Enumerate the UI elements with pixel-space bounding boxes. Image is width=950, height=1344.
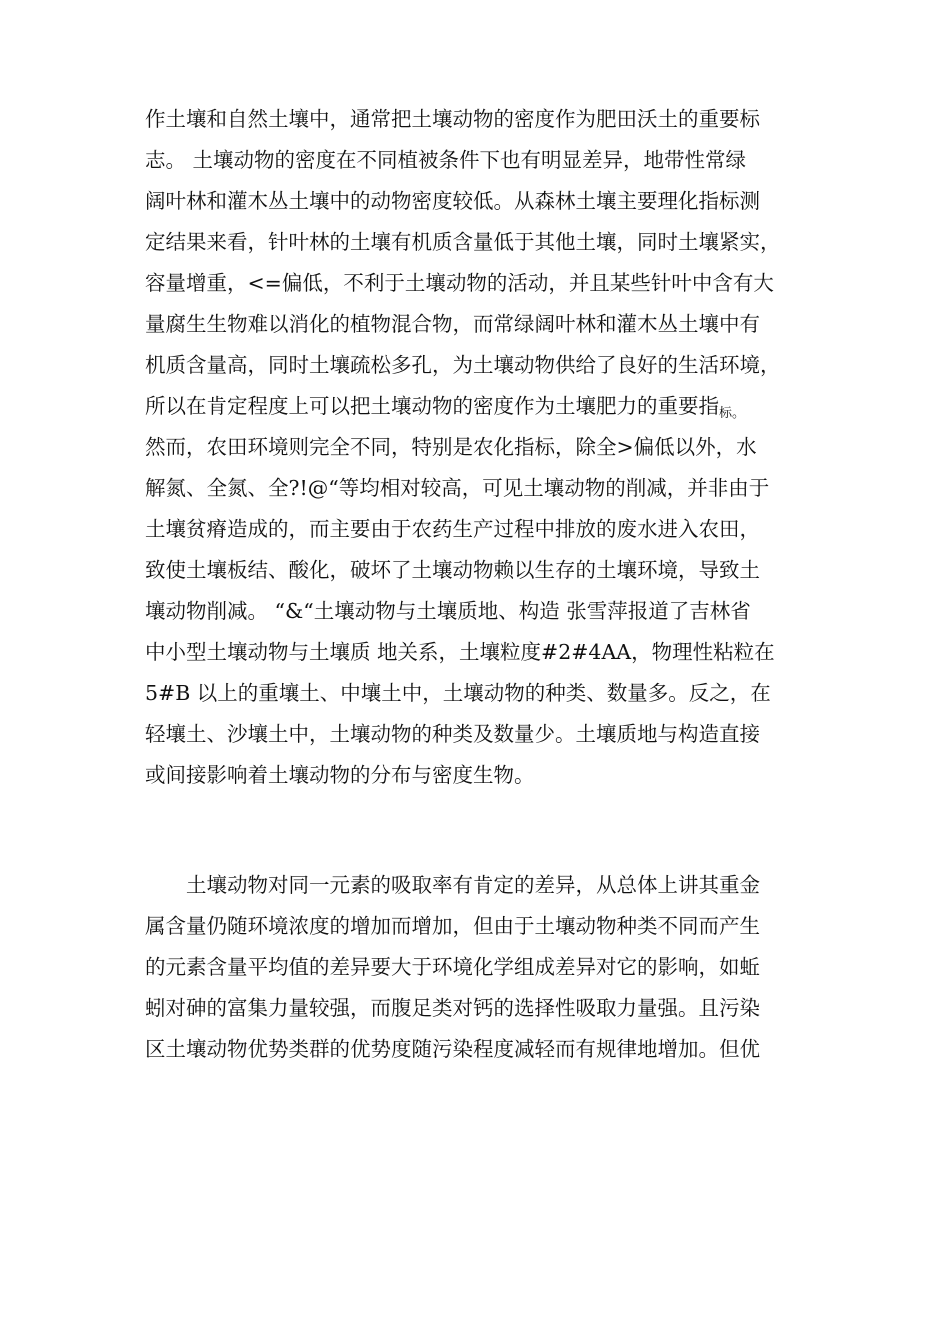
text-line: 5#B 以上的重壤土、中壤土中，土壤动物的种类、数量多。反之，在: [145, 681, 771, 705]
text-line: 致使土壤板结、酸化，破坏了土壤动物赖以生存的土壤环境，导致土: [145, 558, 760, 582]
text-line: 量腐生生物难以消化的植物混合物，而常绿阔叶林和灌木丛土壤中有: [145, 312, 760, 336]
text-line-main: 所以在肯定程度上可以把土壤动物的密度作为土壤肥力的重要指: [145, 394, 719, 418]
text-line: 然而，农田环境则完全不同，特别是农化指标，除全>偏低以外，水: [145, 435, 757, 459]
text-line: 蚓对砷的富集力量较强，而腹足类对钙的选择性吸取力量强。且污染: [145, 996, 760, 1020]
text-line: 机质含量高，同时土壤疏松多孔，为土壤动物供给了良好的生活环境，: [145, 353, 781, 377]
text-line: 容量增重，<=偏低，不利于土壤动物的活动，并且某些针叶中含有大: [145, 271, 774, 295]
text-line: 作土壤和自然土壤中，通常把土壤动物的密度作为肥田沃土的重要标: [145, 107, 760, 131]
text-line: 定结果来看，针叶林的土壤有机质含量低于其他土壤，同时土壤紧实，: [145, 230, 781, 254]
text-line-with-subscript: [145, 386, 825, 427]
text-line: 壤动物削减。 “&“土壤动物与土壤质地、构造 张雪萍报道了吉林省: [145, 599, 751, 623]
text-line: 属含量仍随环境浓度的增加而增加，但由于土壤动物种类不同而产生: [145, 914, 760, 938]
subscript-text: 标。: [719, 406, 746, 421]
text-line: 的元素含量平均值的差异要大于环境化学组成差异对它的影响，如蚯: [145, 955, 760, 979]
text-line-indented: 土壤动物对同一元素的吸取率有肯定的差异，从总体上讲其重金: [186, 873, 760, 897]
text-line: 区土壤动物优势类群的优势度随污染程度减轻而有规律地增加。但优: [145, 1037, 760, 1061]
paragraph-1: [145, 99, 825, 796]
text-line: 解氮、全氮、全?!@“等均相对较高，可见土壤动物的削减，并非由于: [145, 476, 770, 500]
text-line: 土壤贫瘠造成的，而主要由于农药生产过程中排放的废水进入农田，: [145, 517, 760, 541]
paragraph-2: [145, 865, 825, 1070]
text-line: 或间接影响着土壤动物的分布与密度生物。: [145, 763, 535, 787]
text-line: 轻壤土、沙壤土中，土壤动物的种类及数量少。土壤质地与构造直接: [145, 722, 760, 746]
text-line: 志。 土壤动物的密度在不同植被条件下也有明显差异，地带性常绿: [145, 148, 747, 172]
text-line: 中小型土壤动物与土壤质 地关系，土壤粒度#2#4AA，物理性粘粒在: [145, 640, 775, 664]
text-line: 阔叶林和灌木丛土壤中的动物密度较低。从森林土壤主要理化指标测: [145, 189, 760, 213]
